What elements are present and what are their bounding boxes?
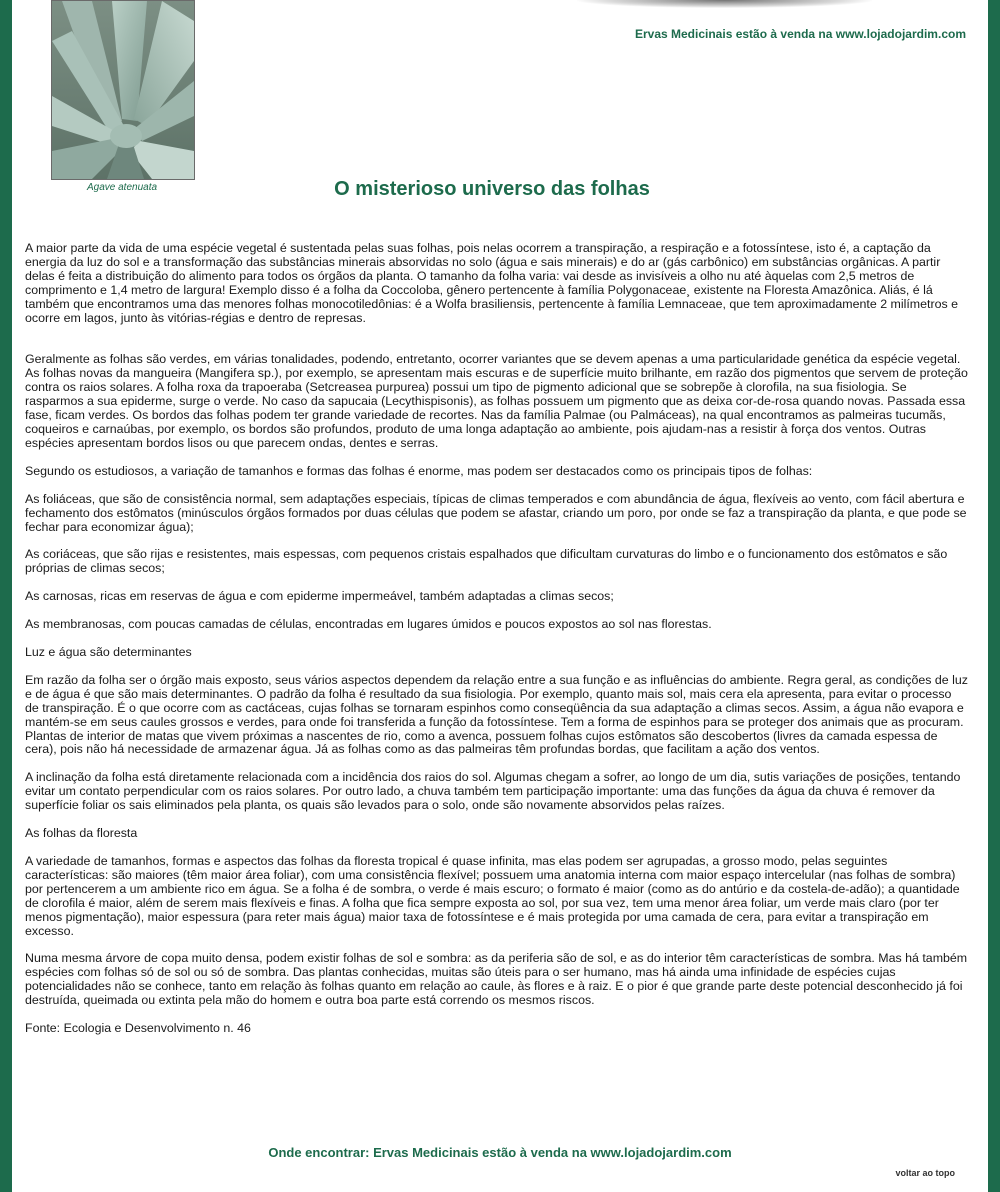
agave-photo: [51, 0, 195, 180]
back-to-top-link[interactable]: voltar ao topo: [895, 1168, 955, 1178]
decorative-shadow: [577, 0, 872, 8]
paragraph: Em razão da folha ser o órgão mais exposto, seus vários aspectos dependem da relação entre a sua função e as influências do ambiente. Regra geral, as condições de luz e de água é que são mais determinantes. O padrão da folha é resultado da sua fisiologia. Por exemplo, quanto mais sol, mais cera ela apresenta, para evitar o processo de transpiração. É o que ocorre com as cactáceas, cujas folhas se tornaram espinhos como conseqüência da sua adaptação a climas secos. Assim, a água não evapora e mantém-se em seus caules grossos e verdes, para onde foi transferida a função da fotossíntese. Tem a forma de espinhos para se proteger dos animais que as procuram. Plantas de interior de matas que vivem próximas a nascentes de rio, como a avenca, possuem folhas cujos estômatos são descobertos (livres da camada espessa de cera), pois não há necessidade de armazenar água. Já as folhas como as das palmeiras têm profundas bordas, que facilitam a ação dos ventos.: [25, 672, 968, 757]
store-link-top[interactable]: Ervas Medicinais estão à venda na www.lojadojardim.com: [634, 27, 966, 41]
section-heading: Luz e água são determinantes: [25, 645, 192, 660]
page-container: [12, 0, 988, 1192]
source-citation: Fonte: Ecologia e Desenvolvimento n. 46: [25, 1021, 251, 1036]
section-heading: As folhas da floresta: [25, 826, 138, 841]
paragraph: As coriáceas, que são rijas e resistentes, mais espessas, com pequenos cristais espalhados que dificultam curvaturas do limbo e o funcionamento dos estômatos e são próprias de climas secos;: [25, 547, 948, 576]
paragraph: A variedade de tamanhos, formas e aspectos das folhas da floresta tropical é quase infinita, mas elas podem ser agrupadas, a grosso modo, pelas seguintes características: são maiores (têm maior área foliar), com uma consistência flexível; possuem uma anatomia interna com maior espaço intercelular (nas folhas de sombra) por pertencerem a um ambiente rico em água. Se a folha é de sombra, o verde é mais escuro; o formato é maior (como as do antúrio e da costela-de-adão); a quantidade de clorofila é maior, além de serem mais flexíveis e finas. A folha que fica sempre exposta ao sol, por sua vez, tem uma menor área foliar, um verde mais claro (por ter menos pigmentação), maior espessura (para reter mais água) maior taxa de fotossíntese e é mais protegida por uma camada de cera, para evitar a transpiração em excesso.: [25, 854, 960, 938]
article-body: [25, 242, 968, 1050]
photo-caption: Agave atenuata: [86, 182, 158, 193]
paragraph: A maior parte da vida de uma espécie vegetal é sustentada pelas suas folhas, pois nelas ocorrem a transpiração, a respiração e a fotossíntese, isto é, a captação da energia da luz do sol e a transformação das substâncias minerais absorvidas no solo (água e sais minerais) e do ar (gás carbônico) em substâncias orgânicas. A partir delas é feita a distribuição do alimento para todos os órgãos da planta. O tamanho da folha varia: vai desde as invisíveis a olho nu até àquelas com 2,5 metros de comprimento e 1,4 metro de largura! Exemplo disso é a folha da Coccoloba, gênero pertencente à família Polygonaceae¸ existente na Floresta Amazônica. Aliás, é lá também que encontramos uma das menores folhas monocotiledônias: é a Wolfa brasiliensis, pertencente à família Lemnaceae, que tem aproximadamente 2 milímetros e ocorre em lagos, junto às vitórias-régias e dentro de represas.: [25, 241, 958, 325]
paragraph: As carnosas, ricas em reservas de água e com epiderme impermeável, também adaptadas a climas secos;: [25, 589, 614, 604]
paragraph: Geralmente as folhas são verdes, em várias tonalidades, podendo, entretanto, ocorrer variantes que se devem apenas a uma particularidade genética da espécie vegetal. As folhas novas da mangueira (Mangifera sp.), por exemplo, se apresentam mais escuras e de superfície muito brilhante, em razão dos pigmentos que servem de proteção contra os raios solares. A folha roxa da trapoeraba (Setcreasea purpurea) possui um tipo de pigmento adicional que se sobrepõe à clorofila, na sua fisiologia. Se rasparmos a sua epiderme, surge o verde. No caso da sapucaia (Lecythispisonis), as folhas possuem um pigmento que as deixa cor-de-rosa quando novas. Passada essa fase, ficam verdes. Os bordos das folhas podem ter grande variedade de recortes. Nas da família Palmae (ou Palmáceas), na qual encontramos as palmeiras tucumãs, coqueiros e carnaúbas, por exemplo, os bordos são profundos, produto de uma longa adaptação ao ambiente, pois ajudam-nas a resistir à força dos ventos. Outras espécies apresentam bordos lisos ou que parecem ondas, dentes e serras.: [25, 352, 968, 450]
store-link-bottom[interactable]: Onde encontrar: Ervas Medicinais estão à venda na www.lojadojardim.com: [268, 1145, 732, 1160]
page-title: O misterioso universo das folhas: [334, 178, 650, 200]
paragraph: A inclinação da folha está diretamente relacionada com a incidência dos raios do sol. Algumas chegam a sofrer, ao longo de um dia, sutis variações de posições, tentando evitar um contato perpendicular com os raios solares. Por outro lado, a chuva também tem participação importante: uma das funções da água da chuva é remover da superfície foliar os sais eliminados pela planta, os quais são levados para o solo, onde são novamente absorvidos pelas raízes.: [25, 770, 961, 813]
agave-plant-icon: [52, 1, 194, 179]
paragraph: Numa mesma árvore de copa muito densa, podem existir folhas de sol e sombra: as da periferia são de sol, e as do interior têm características de sombra. Mas há também espécies com folhas só de sol ou só de sombra. Das plantas conhecidas, muitas são úteis para o ser humano, mas há ainda uma infinidade de espécies cujas potencialidades não se conhece, tanto em relação às folhas quanto em relação ao caule, às flores e à raiz. E o pior é que grande parte deste potencial desconhecido já foi destruída, queimada ou extinta pela mão do homem e outra boa parte está correndo os mesmos riscos.: [25, 951, 968, 1008]
paragraph: As foliáceas, que são de consistência normal, sem adaptações especiais, típicas de climas temperados e com abundância de água, flexíveis ao vento, com fácil abertura e fechamento dos estômatos (minúsculos órgãos formados por duas células que podem se afastar, criando um poro, por onde se faz a transpiração da planta, e que pode se fechar para economizar água);: [25, 491, 967, 534]
paragraph: As membranosas, com poucas camadas de células, encontradas em lugares úmidos e poucos expostos ao sol nas florestas.: [25, 617, 712, 632]
paragraph: Segundo os estudiosos, a variação de tamanhos e formas das folhas é enorme, mas podem ser destacados como os principais tipos de folhas:: [25, 463, 813, 478]
